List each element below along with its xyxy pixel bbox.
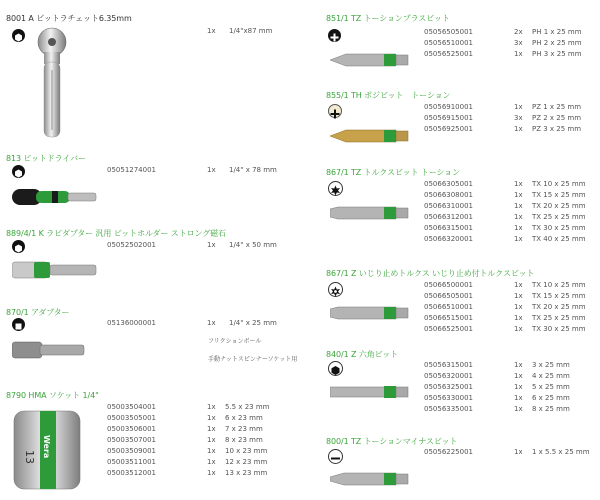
socket-spec: 6 x 23 mm — [225, 414, 263, 422]
ratchet-qty: 1x — [207, 27, 216, 35]
phillips-qty: 3x — [514, 39, 523, 47]
hex-qty: 1x — [514, 394, 523, 402]
hex-code: 05056330001 — [424, 394, 473, 402]
torx-tamper-spec: TX 30 x 25 mm — [532, 325, 586, 333]
hex-qty: 1x — [514, 405, 523, 413]
slot-code: 05056225001 — [424, 448, 473, 456]
rapidaptor-title: 889/4/1 K ラピダプター 汎用 ビットホルダー ストロング磁石 — [6, 229, 226, 238]
hex-spec: 5 x 25 mm — [532, 383, 570, 391]
torx-code: 05066312001 — [424, 213, 473, 221]
pozi-spec: PZ 2 x 25 mm — [532, 114, 582, 122]
torx-spec: TX 20 x 25 mm — [532, 202, 586, 210]
pozi-qty: 1x — [514, 125, 523, 133]
pozi-qty: 1x — [514, 103, 523, 111]
bitdriver-qty: 1x — [207, 166, 216, 174]
phillips-title: 851/1 TZ トーションプラスビット — [326, 14, 450, 23]
socket-qty: 1x — [207, 403, 216, 411]
socket-qty: 1x — [207, 414, 216, 422]
slot-bit-image — [330, 468, 410, 490]
socket-spec: 8 x 23 mm — [225, 436, 263, 444]
hex-qty: 1x — [514, 372, 523, 380]
socket-title: 8790 HMA ソケット 1/4" — [6, 391, 99, 400]
hex-spec: 6 x 25 mm — [532, 394, 570, 402]
pozi-qty: 3x — [514, 114, 523, 122]
socket-qty: 1x — [207, 447, 216, 455]
phillips-code: 05056525001 — [424, 50, 473, 58]
socket-code: 05003505001 — [107, 414, 156, 422]
bitdriver-title: 813 ビットドライバー — [6, 154, 86, 163]
socket-qty: 1x — [207, 436, 216, 444]
pozi-code: 05056910001 — [424, 103, 473, 111]
torx-spec: TX 15 x 25 mm — [532, 191, 586, 199]
adapter-qty: 1x — [207, 319, 216, 327]
torx-code: 05066308001 — [424, 191, 473, 199]
ratchet-title: 8001 A ビットラチェット6.35mm — [6, 14, 132, 23]
torx-tamper-qty: 1x — [514, 281, 523, 289]
rapidaptor-qty: 1x — [207, 241, 216, 249]
rapidaptor-code: 05052502001 — [107, 241, 156, 249]
torx-tamper-qty: 1x — [514, 314, 523, 322]
hex-bit-image — [330, 381, 410, 403]
torx-code: 05066320001 — [424, 235, 473, 243]
phillips-badge-icon — [328, 29, 341, 42]
socket-spec: 5.5 x 23 mm — [225, 403, 270, 411]
rapidaptor-image — [12, 258, 98, 282]
hex-qty: 1x — [514, 383, 523, 391]
pozi-code: 05056915001 — [424, 114, 473, 122]
torx-code: 05066305001 — [424, 180, 473, 188]
hex-qty: 1x — [514, 361, 523, 369]
ratchet-head-badge-icon — [12, 29, 25, 42]
pozi-spec: PZ 3 x 25 mm — [532, 125, 582, 133]
bitdriver-image — [12, 183, 98, 211]
pozi-bit-image — [330, 125, 410, 147]
adapter-badge-icon — [12, 318, 25, 331]
pozi-spec: PZ 1 x 25 mm — [532, 103, 582, 111]
hex-code: 05056320001 — [424, 372, 473, 380]
phillips-bit-image — [330, 49, 410, 71]
socket-code: 05003512001 — [107, 469, 156, 477]
hex-code: 05056335001 — [424, 405, 473, 413]
torx-tamper-spec: TX 20 x 25 mm — [532, 303, 586, 311]
torx-tamper-spec: TX 25 x 25 mm — [532, 314, 586, 322]
socket-code: 05003509001 — [107, 447, 156, 455]
adapter-note-2: 手動ナットスピンナーソケット用 — [208, 356, 298, 363]
adapter-title: 870/1 アダプター — [6, 308, 70, 317]
torx-tamper-spec: TX 15 x 25 mm — [532, 292, 586, 300]
torx-qty: 1x — [514, 180, 523, 188]
bitdriver-badge-icon — [12, 165, 25, 178]
phillips-spec: PH 1 x 25 mm — [532, 28, 582, 36]
phillips-spec: PH 3 x 25 mm — [532, 50, 582, 58]
hex-spec: 4 x 25 mm — [532, 372, 570, 380]
socket-spec: 13 x 23 mm — [225, 469, 268, 477]
torx-qty: 1x — [514, 224, 523, 232]
bitdriver-spec: 1/4" x 78 mm — [229, 166, 277, 174]
torx-tamper-qty: 1x — [514, 325, 523, 333]
rapidaptor-badge-icon — [12, 240, 25, 253]
torx-bit-image — [330, 202, 410, 224]
bitdriver-code: 05051274001 — [107, 166, 156, 174]
torx-spec: TX 25 x 25 mm — [532, 213, 586, 221]
slot-qty: 1x — [514, 448, 523, 456]
torx-qty: 1x — [514, 202, 523, 210]
socket-code: 05003504001 — [107, 403, 156, 411]
torx-tamper-qty: 1x — [514, 292, 523, 300]
torx-code: 05066310001 — [424, 202, 473, 210]
torx-tamper-bit-image — [330, 302, 410, 324]
ratchet-spec: 1/4"x87 mm — [229, 27, 273, 35]
adapter-code: 05136000001 — [107, 319, 156, 327]
slot-spec: 1 x 5.5 x 25 mm — [532, 448, 590, 456]
torx-tamper-code: 05066500001 — [424, 281, 473, 289]
torx-tamper-spec: TX 10 x 25 mm — [532, 281, 586, 289]
socket-code: 05003507001 — [107, 436, 156, 444]
socket-code: 05003506001 — [107, 425, 156, 433]
torx-tamper-code: 05066510001 — [424, 303, 473, 311]
torx-qty: 1x — [514, 213, 523, 221]
torx-qty: 1x — [514, 191, 523, 199]
hex-spec: 8 x 25 mm — [532, 405, 570, 413]
torx-spec: TX 40 x 25 mm — [532, 235, 586, 243]
socket-qty: 1x — [207, 469, 216, 477]
phillips-code: 05056510001 — [424, 39, 473, 47]
phillips-qty: 2x — [514, 28, 523, 36]
hex-spec: 3 x 25 mm — [532, 361, 570, 369]
torx-qty: 1x — [514, 235, 523, 243]
torx-spec: TX 30 x 25 mm — [532, 224, 586, 232]
torx-badge-icon — [328, 181, 343, 196]
torx-tamper-title: 867/1 Z いじり止めトルクス いじり止め付トルクスビット — [326, 269, 535, 278]
phillips-spec: PH 2 x 25 mm — [532, 39, 582, 47]
socket-spec: 12 x 23 mm — [225, 458, 268, 466]
torx-code: 05066315001 — [424, 224, 473, 232]
torx-tamper-badge-icon — [328, 282, 343, 297]
socket-image — [12, 405, 84, 491]
hex-code: 05056325001 — [424, 383, 473, 391]
socket-wera-label: Wera — [42, 435, 51, 459]
torx-spec: TX 10 x 25 mm — [532, 180, 586, 188]
hex-badge-icon — [328, 361, 343, 376]
socket-spec: 7 x 23 mm — [225, 425, 263, 433]
torx-tamper-qty: 1x — [514, 303, 523, 311]
torx-tamper-code: 05066505001 — [424, 292, 473, 300]
pozi-code: 05056925001 — [424, 125, 473, 133]
torx-title: 867/1 TZ トルクスビット トーション — [326, 168, 460, 177]
hex-title: 840/1 Z 六角ビット — [326, 350, 399, 359]
socket-spec: 10 x 23 mm — [225, 447, 268, 455]
rapidaptor-spec: 1/4" x 50 mm — [229, 241, 277, 249]
socket-size-label: 13 — [23, 450, 36, 464]
phillips-qty: 1x — [514, 50, 523, 58]
torx-tamper-code: 05066525001 — [424, 325, 473, 333]
torx-tamper-code: 05066515001 — [424, 314, 473, 322]
ratchet-image — [30, 22, 92, 142]
pozi-title: 855/1 TH ポジビット トーション — [326, 91, 451, 100]
adapter-spec: 1/4" x 25 mm — [229, 319, 277, 327]
adapter-note-1: フリクションボール — [208, 338, 262, 345]
socket-qty: 1x — [207, 458, 216, 466]
hex-code: 05056315001 — [424, 361, 473, 369]
phillips-code: 05056505001 — [424, 28, 473, 36]
pozi-badge-icon — [328, 104, 342, 118]
slot-title: 800/1 TZ トーションマイナスビット — [326, 437, 458, 446]
slot-badge-icon — [328, 449, 343, 464]
adapter-image — [12, 339, 86, 361]
socket-code: 05003511001 — [107, 458, 156, 466]
socket-qty: 1x — [207, 425, 216, 433]
